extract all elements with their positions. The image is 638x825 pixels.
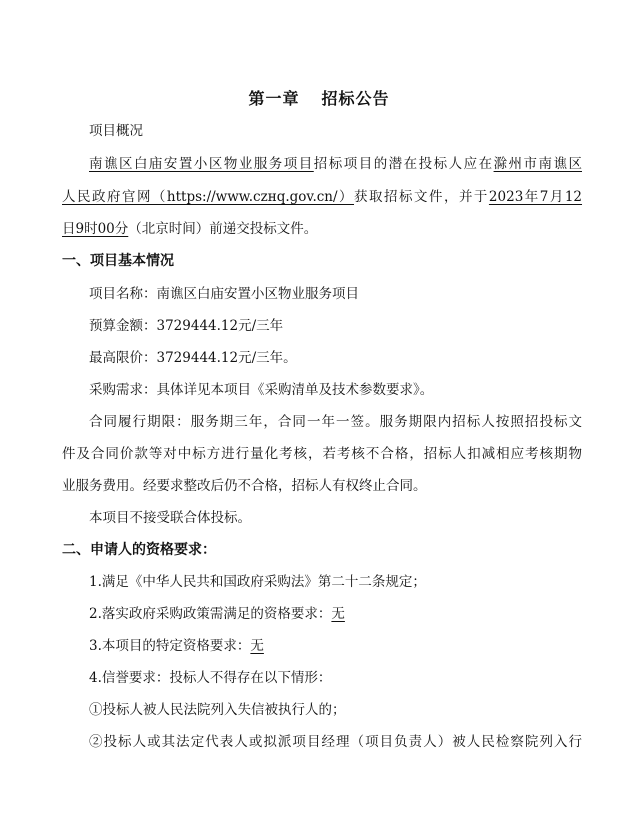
chapter-number: 第一章 [248, 89, 300, 108]
project-name-link: 南谯区白庙安置小区物业服务项目 [89, 156, 314, 172]
overview-paragraph-line-1: 南谯区白庙安置小区物业服务项目招标项目的潜在投标人应在滁州市南谯区 [89, 156, 582, 172]
credit-sub-item-1: ①投标人被人民法院列入失信被执行人的； [89, 702, 346, 718]
max-price-field: 最高限价：3729444.12元/三年。 [89, 350, 297, 366]
qualification-item-1: 1.满足《中华人民共和国政府采购法》第二十二条规定； [89, 574, 426, 590]
place-link: 滁州市南谯区 [493, 156, 582, 172]
contract-line-3: 业服务费用。经要求整改后仍不合格，招标人有权终止合同。 [62, 478, 427, 494]
contract-line-2: 件及合同价款等对中标方进行量化考核，若考核不合格，招标人扣减相应考核期物 [62, 446, 582, 462]
overview-heading: 项目概况 [89, 123, 143, 139]
project-name-field: 项目名称：南谯区白庙安置小区物业服务项目 [89, 286, 359, 302]
section-1-heading: 一、项目基本情况 [62, 253, 174, 269]
requirement-field: 采购需求：具体详见本项目《采购清单及技术参数要求》。 [89, 382, 434, 398]
contract-line-1: 合同履行期限：服务期三年，合同一年一签。服务期限内招标人按照招投标文 [89, 414, 582, 430]
item-3-value: 无 [250, 638, 264, 654]
qualification-item-3: 3.本项目的特定资格要求：无 [89, 638, 264, 654]
qualification-item-2: 2.落实政府采购政策需满足的资格要求：无 [89, 606, 345, 622]
qualification-item-4: 4.信誉要求：投标人不得存在以下情形： [89, 670, 332, 686]
item-2-value: 无 [331, 606, 345, 622]
website-link: 人民政府官网（https://www.czнq.gov.cn/） [62, 189, 355, 205]
chapter-title [0, 86, 638, 109]
chapter-name: 招标公告 [321, 89, 390, 108]
deadline-time: 日9时00分 [62, 221, 129, 237]
consortium-note: 本项目不接受联合体投标。 [89, 510, 251, 526]
overview-paragraph-line-2: 人民政府官网（https://www.czнq.gov.cn/）获取招标文件，并于2023年7月12 [62, 189, 583, 205]
credit-sub-item-2: ②投标人或其法定代表人或拟派项目经理（项目负责人）被人民检察院列入行 [89, 734, 582, 750]
budget-field: 预算金额：3729444.12元/三年 [89, 318, 284, 334]
overview-paragraph-line-3: 日9时00分（北京时间）前递交投标文件。 [62, 221, 318, 237]
deadline-date: 2023年7月12 [488, 189, 583, 205]
section-2-heading: 二、申请人的资格要求： [62, 542, 216, 558]
